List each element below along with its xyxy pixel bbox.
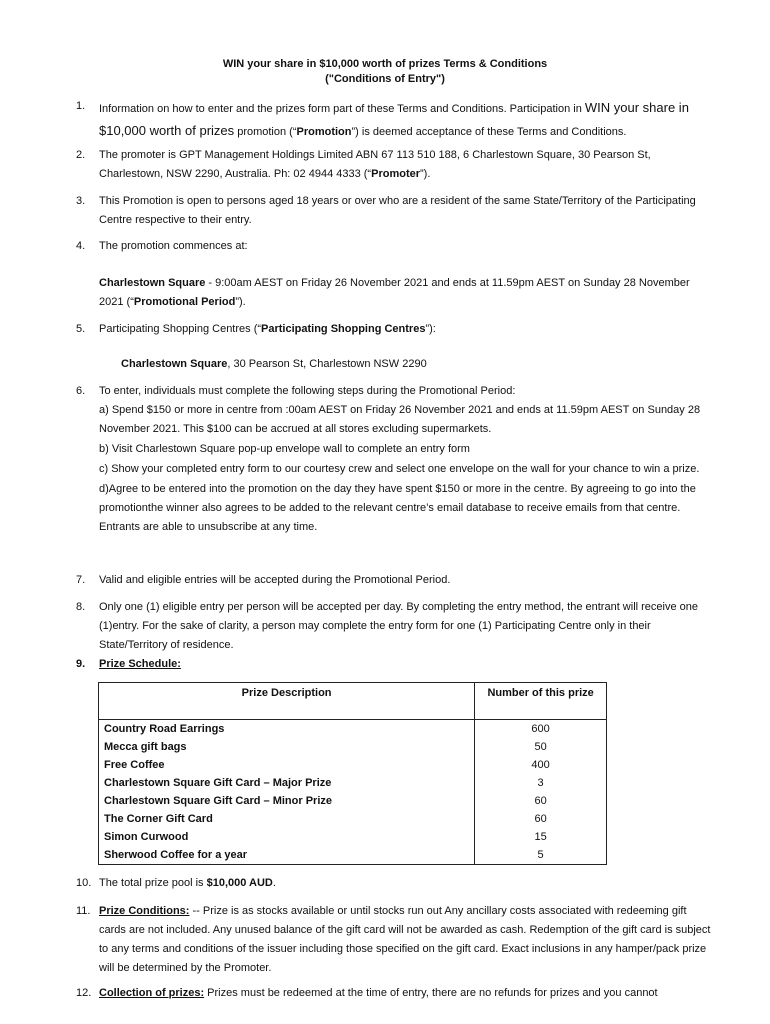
clause-9: [76, 655, 716, 674]
clause-number: 7.: [76, 574, 86, 586]
table-row: [99, 810, 607, 828]
clause-text: ”):: [425, 323, 436, 335]
clause-5: [76, 320, 716, 339]
clause-10: [76, 874, 716, 893]
section-label: Collection of prizes:: [99, 987, 205, 999]
clause-text: .: [272, 877, 276, 889]
centre-name: Charlestown Square: [99, 277, 206, 289]
prize-quantity: 3: [475, 774, 607, 792]
prize-schedule-table: [98, 682, 607, 865]
clause-text: Prizes must be redeemed at the time of entry, there are no refunds for prizes and you cannot: [204, 987, 658, 999]
clause-number: 10.: [76, 877, 92, 889]
clause-8: [76, 598, 716, 655]
clause-number: 12.: [76, 987, 92, 999]
table-header-row: [99, 683, 607, 720]
clause-text: Only one (1) eligible entry per person will be accepted per day. By completing the entry method, the entrant will receive one (1)entry. For the sake of clarity, a person may complete the entry form for one (1) Participating Centre only in their State/Territory of residence.: [99, 601, 699, 651]
prize-quantity: 15: [475, 828, 607, 846]
clause-text: Valid and eligible entries will be accepted during the Promotional Period.: [99, 574, 451, 586]
clause-number: 2.: [76, 149, 86, 161]
section-label: Prize Conditions:: [99, 905, 190, 917]
prize-description: Country Road Earrings: [99, 720, 475, 739]
clause-text: The promotion commences at:: [99, 240, 248, 252]
entry-step-a: a) Spend $150 or more in centre from :00am AEST on Friday 26 November 2021 and ends at 11.59pm AEST on Sunday 28 November 2021. This $100 can be accrued at all stores excluding supermarkets.: [99, 404, 701, 435]
clause-text: To enter, individuals must complete the following steps during the Promotional Period:: [99, 385, 516, 397]
prize-description: Sherwood Coffee for a year: [99, 846, 475, 865]
header-number-of-prize: Number of this prize: [475, 683, 607, 720]
clause-number: 6.: [76, 385, 86, 397]
prize-quantity: 400: [475, 756, 607, 774]
clause-text: ”) is deemed acceptance of these Terms and Conditions.: [351, 126, 627, 138]
period-text: - 9:00am AEST on Friday 26 November 2021 and ends at 11.59pm AEST on Sunday 28 November 2021 (“: [99, 277, 690, 308]
clause-4: [76, 237, 716, 256]
table-row: [99, 756, 607, 774]
defined-term: Promoter: [371, 168, 421, 180]
clause-number: 1.: [76, 100, 86, 112]
defined-term: Participating Shopping Centres: [261, 323, 426, 335]
table-row: [99, 846, 607, 865]
clause-number: 11.: [76, 905, 91, 917]
prize-quantity: 600: [475, 720, 607, 739]
clause-text: -- Prize is as stocks available or until stocks run out Any ancillary costs associated with redeeming gift cards are not included. Any unused balance of the gift card will not be awarded as cash. Redemption of the gift card is subject to any terms and conditions of the issuer including those specified on the gift card. Exact inclusions in any hamper/pack prize will be determined by the Promoter.: [99, 905, 711, 974]
table-row: [99, 774, 607, 792]
section-label: Prize Schedule:: [99, 658, 181, 670]
clause-6: [76, 382, 716, 537]
header-prize-description: Prize Description: [99, 683, 475, 720]
defined-term: Promotion: [296, 126, 352, 138]
promotional-period: [99, 274, 705, 312]
clause-text: The total prize pool is: [99, 877, 207, 889]
prize-description: Free Coffee: [99, 756, 475, 774]
clause-12: [76, 984, 716, 1003]
prize-quantity: 50: [475, 738, 607, 756]
title-line-1: WIN your share in $10,000 worth of prizes Terms & Conditions: [222, 58, 548, 70]
prize-description: Simon Curwood: [99, 828, 475, 846]
prize-quantity: 60: [475, 792, 607, 810]
clause-text: The promoter is GPT Management Holdings Limited ABN 67 113 510 188, 6 Charlestown Square, 30 Pearson St, Charlestown, NSW 2290, Australia. Ph: 02 4944 4333 (“: [99, 149, 651, 180]
clause-text: ”).: [420, 168, 431, 180]
clause-text: Information on how to enter and the prizes form part of these Terms and Conditions. Participation in: [99, 103, 585, 115]
prize-pool-amount: $10,000 AUD: [206, 877, 273, 889]
prize-quantity: 60: [475, 810, 607, 828]
prize-description: The Corner Gift Card: [99, 810, 475, 828]
clause-number: 5.: [76, 323, 86, 335]
table-row: [99, 738, 607, 756]
clause-text: This Promotion is open to persons aged 18 years or over who are a resident of the same State/Territory of the Participating Centre respective to their entry.: [99, 195, 696, 226]
period-text: ”).: [235, 296, 246, 308]
prize-description: Mecca gift bags: [99, 738, 475, 756]
document-title: [0, 57, 770, 87]
clause-2: [76, 146, 716, 184]
promotion-name: WIN your share in $10,000 worth of prizes: [99, 100, 689, 138]
clause-number: 3.: [76, 195, 86, 207]
participating-centre: [121, 355, 681, 374]
title-line-2: ("Conditions of Entry"): [325, 73, 445, 85]
clause-11: [76, 902, 716, 978]
centre-name: Charlestown Square: [121, 358, 228, 370]
clause-text: promotion (“: [234, 126, 297, 138]
clause-text: Participating Shopping Centres (“: [99, 323, 262, 335]
entry-step-c: c) Show your completed entry form to our courtesy crew and select one envelope on the wall for your chance to win a prize.: [99, 463, 700, 475]
table-row: [99, 720, 607, 739]
prize-description: Charlestown Square Gift Card – Major Prize: [99, 774, 475, 792]
prize-quantity: 5: [475, 846, 607, 865]
entry-step-d: d)Agree to be entered into the promotion on the day they have spent $150 or more in the centre. By agreeing to go into the promotionthe winner also agrees to be added to the relevant centre’s email database to receive emails from that centre. Entrants are able to unsubscribe at any time.: [99, 483, 696, 533]
clause-number: 9.: [76, 658, 86, 670]
entry-step-b: b) Visit Charlestown Square pop-up envelope wall to complete an entry form: [99, 443, 470, 455]
prize-description: Charlestown Square Gift Card – Minor Prize: [99, 792, 475, 810]
clause-number: 4.: [76, 240, 86, 252]
clause-1: [76, 97, 716, 143]
clause-3: [76, 192, 716, 230]
table-row: [99, 792, 607, 810]
table-row: [99, 828, 607, 846]
centre-address: , 30 Pearson St, Charlestown NSW 2290: [227, 358, 427, 370]
clause-7: [76, 571, 716, 590]
defined-term: Promotional Period: [133, 296, 236, 308]
clause-number: 8.: [76, 601, 86, 613]
